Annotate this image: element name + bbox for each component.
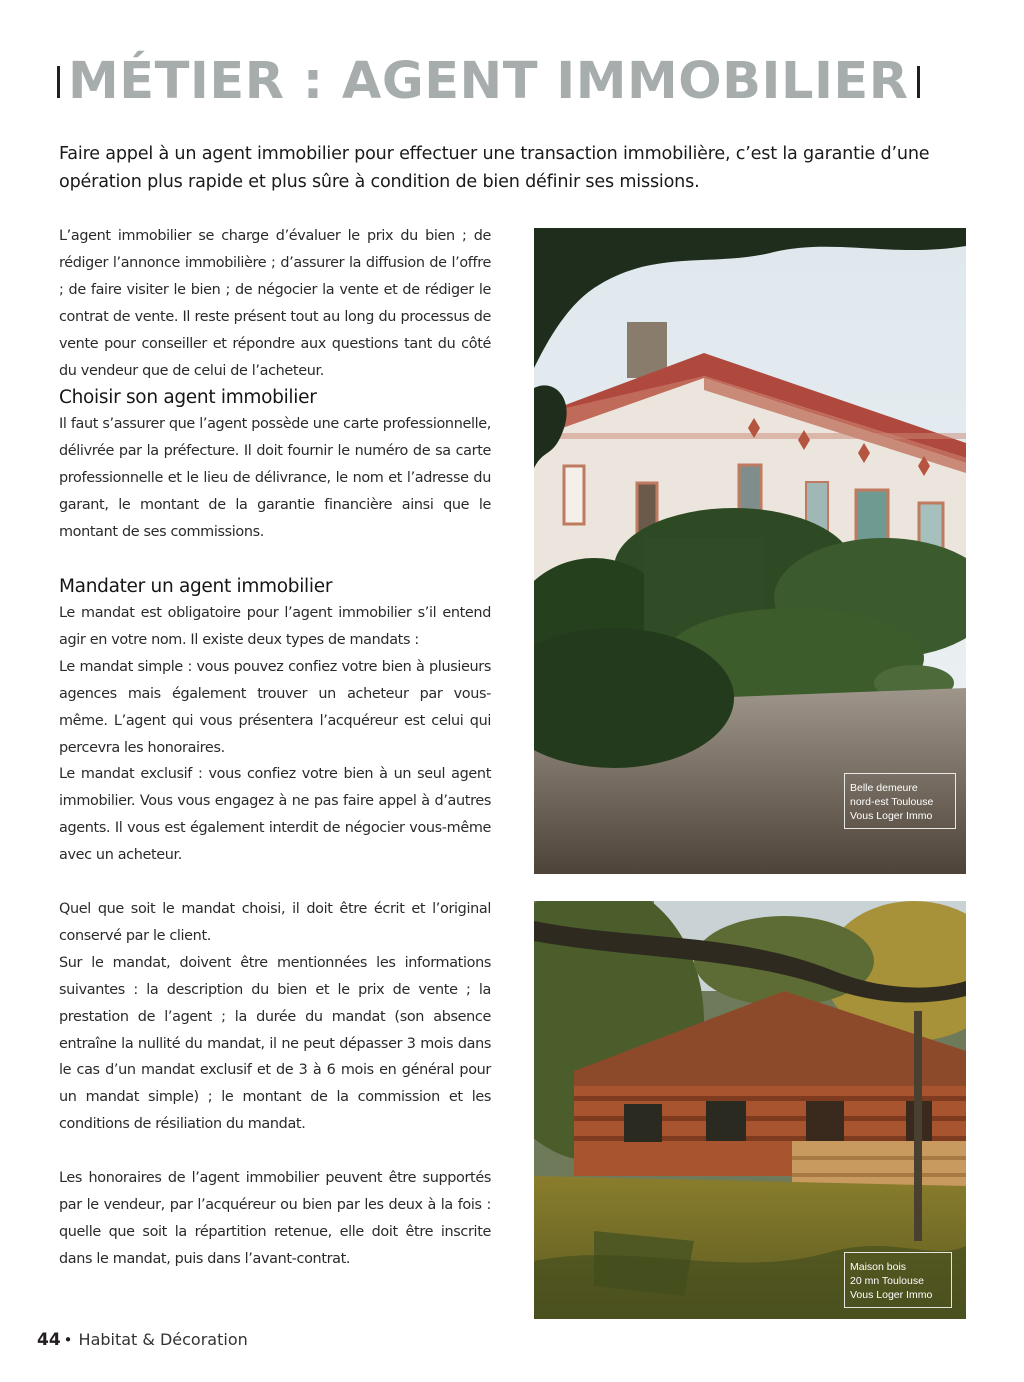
photo2-caption-line2: 20 mn Toulouse (850, 1275, 924, 1287)
magazine-name: Habitat & Décoration (78, 1330, 248, 1349)
page-title (57, 52, 920, 112)
photo1-caption-line3: Vous Loger Immo (850, 810, 933, 822)
photo1-caption-line1: Belle demeure (850, 782, 918, 794)
footer-bullet: • (63, 1331, 73, 1349)
mandat-exclusif-paragraph: Le mandat exclusif : vous confiez votre bien à un seul agent immobilier. Vous vous engagez à ne pas faire appel à d’autres agents. Il vous est également interdit de négocier vous-même avec un acheteur. (59, 766, 491, 864)
section2-heading: Mandater un agent immobilier (59, 575, 333, 597)
article-body (59, 223, 491, 1273)
title-text: MÉTIER : AGENT IMMOBILIER (68, 52, 909, 111)
photo-belle-demeure (534, 228, 966, 874)
lead-paragraph: Faire appel à un agent immobilier pour effectuer une transaction immobilière, c’est la garantie d’une opération plus rapide et plus sûre à condition de bien définir ses missions. (59, 144, 930, 192)
section1-paragraph: Il faut s’assurer que l’agent possède une carte professionnelle, délivrée par la préfecture. Il doit fournir le numéro de sa carte professionnelle et le lieu de délivrance, le nom et l’adresse du garant, le montant de la garantie financière ainsi que le montant de ses commissions. (59, 416, 491, 541)
section1-heading: Choisir son agent immobilier (59, 387, 317, 409)
photo1-caption (844, 773, 956, 829)
page-footer (37, 1330, 248, 1350)
mandat-mentions-paragraph: Sur le mandat, doivent être mentionnées les informations suivantes : la description du bien et le prix de vente ; la prestation de l’agent ; la durée du mandat (son absence entraîne la nullité du mandat, il ne peut dépasser 3 mois dans le cas d’un mandat exclusif et de 3 à 6 mois en général pour un mandat simple) ; le montant de la commission et les conditions de résiliation du mandat. (59, 954, 491, 1133)
photo2-caption (844, 1252, 952, 1308)
photo2-caption-line3: Vous Loger Immo (850, 1289, 933, 1301)
honoraires-paragraph: Les honoraires de l’agent immobilier peuvent être supportés par le vendeur, par l’acquéreur ou bien par les deux à la fois : quelle que soit la répartition retenue, elle doit être inscrite dans le mandat, puis dans l’avant-contrat. (59, 1170, 491, 1267)
intro-paragraph: L’agent immobilier se charge d’évaluer le prix du bien ; de rédiger l’annonce immobilière ; d’assurer la diffusion de l’offre ; de faire visiter le bien ; de négocier la vente et de rédiger le contrat de vente. Il reste présent tout au long du processus de vente pour conseiller et répondre aux questions tant du côté du vendeur que de celui de l’acheteur. (59, 228, 491, 379)
page-number: 44 (37, 1330, 61, 1350)
photo-maison-bois (534, 901, 966, 1319)
mandat-ecrit-paragraph: Quel que soit le mandat choisi, il doit être écrit et l’original conservé par le client. (59, 901, 491, 944)
photo2-caption-line1: Maison bois (850, 1261, 907, 1273)
photo1-caption-line2: nord-est Toulouse (850, 796, 934, 808)
mandat-intro-paragraph: Le mandat est obligatoire pour l’agent immobilier s’il entend agir en votre nom. Il existe deux types de mandats : (59, 604, 491, 648)
title-right-bar (917, 66, 920, 98)
mandat-simple-paragraph: Le mandat simple : vous pouvez confiez votre bien à plusieurs agences mais également trouver un acheteur par vous-même. L’agent qui vous présentera l’acquéreur est celui qui percevra les honoraires. (59, 658, 491, 756)
